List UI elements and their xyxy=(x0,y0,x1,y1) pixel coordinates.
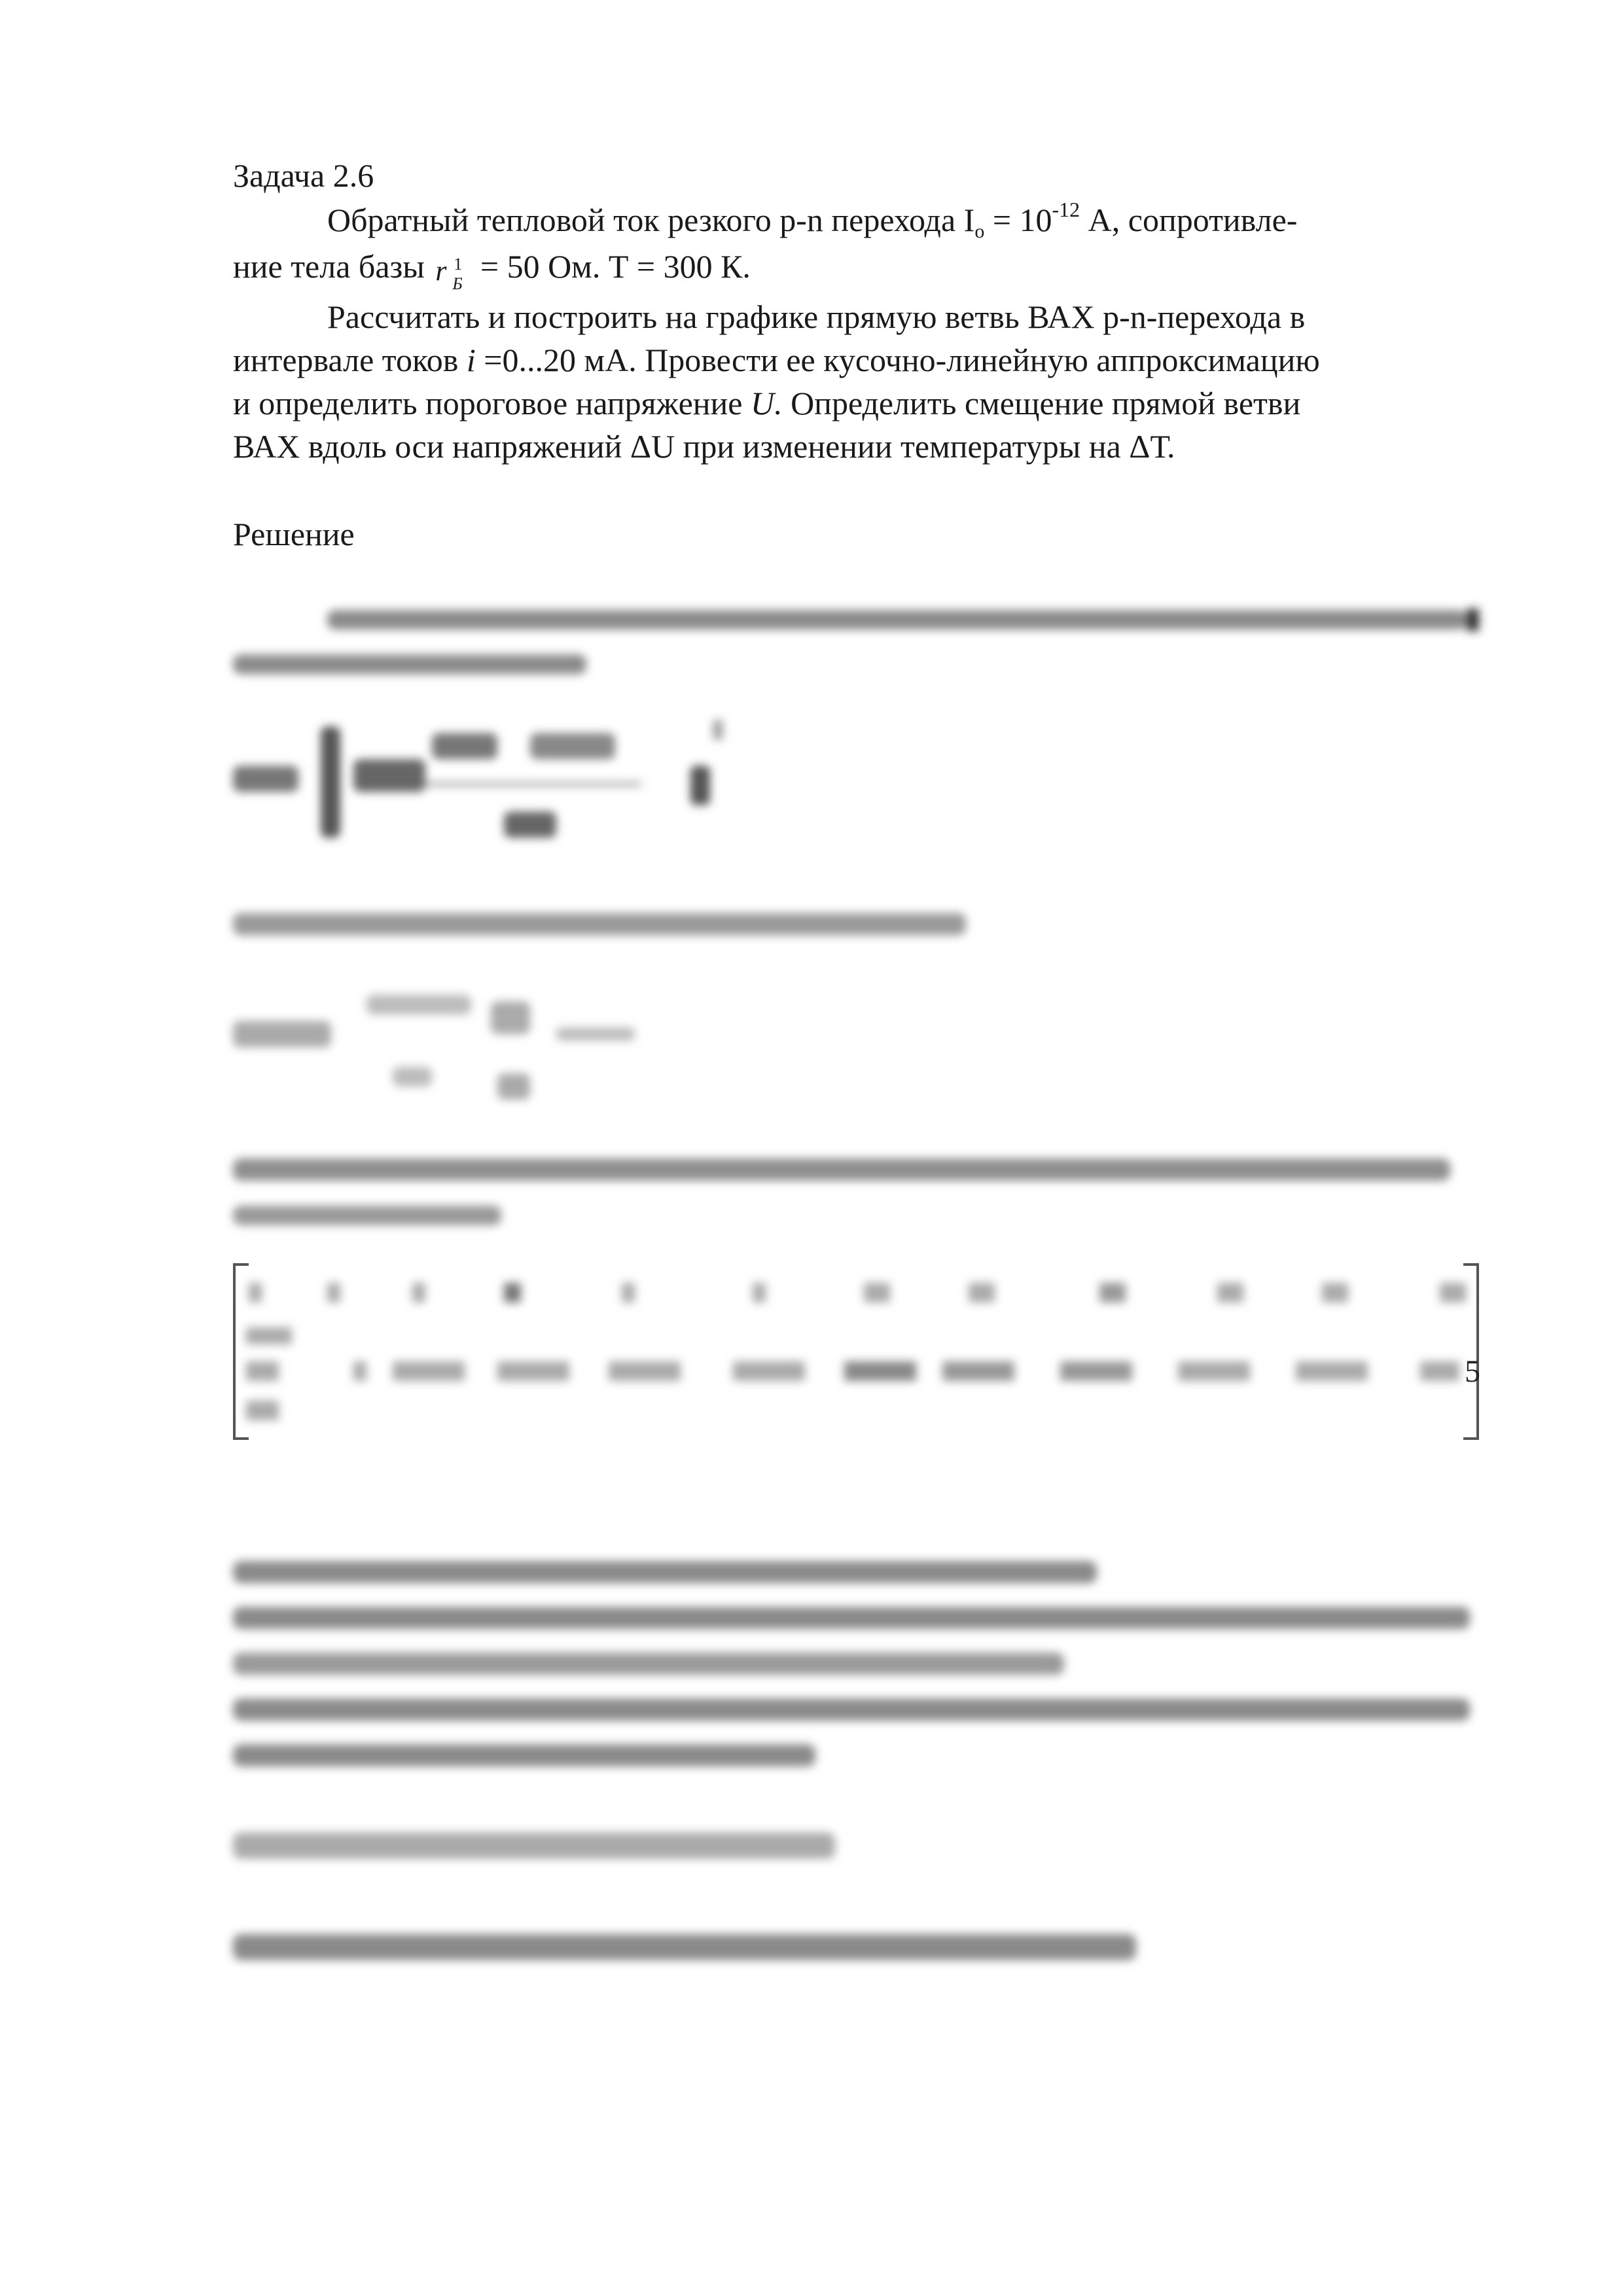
solution-heading: Решение xyxy=(233,516,355,552)
table-edge-digit: 5 xyxy=(1465,1354,1480,1389)
problem-line-1: Обратный тепловой ток резкого p-n перехода $I_o = 10^{-12}$ А, сопротивле- xyxy=(327,198,1298,242)
table-right-bracket xyxy=(1463,1263,1479,1440)
problem-line-6: ВАХ вдоль оси напряжений ΔU при изменении температуры на ΔТ. xyxy=(233,428,1175,465)
problem-line-5: и определить пороговое напряжение U. Определить смещение прямой ветви xyxy=(233,385,1301,422)
problem-line-4: интервале токов i =0...20 мА. Провести ее кусочно-линейную аппроксимацию xyxy=(233,342,1320,378)
base-resistance-symbol: r 1 Б xyxy=(435,255,463,293)
task-title: Задача 2.6 xyxy=(233,157,374,194)
table-left-bracket xyxy=(233,1263,249,1440)
problem-line-2: ние тела базы r 1 Б = 50 Ом. Т = 300 К. xyxy=(233,243,751,287)
problem-line-3: Рассчитать и построить на графике прямую ветвь ВАХ p-n-перехода в xyxy=(327,298,1306,335)
